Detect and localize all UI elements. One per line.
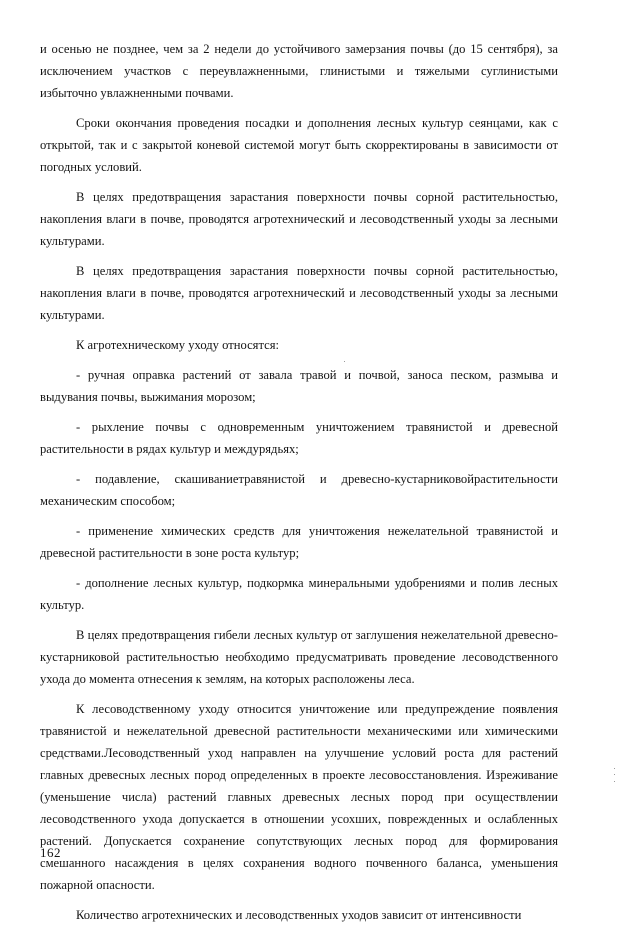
paragraph-care-count: Количество агротехнических и лесоводственных уходов зависит от интенсивности	[76, 908, 522, 922]
paragraph-care-purpose: В целях предотвращения зарастания поверхности почвы сорной растительностью, накопления влаги в почве, проводятся агротехнический и лесоводственный уходы за лесными культурами.	[40, 190, 558, 248]
page-number: 162	[40, 845, 61, 860]
scan-speck	[614, 768, 615, 769]
scan-speck	[344, 361, 345, 362]
scan-speck	[614, 774, 615, 775]
list-item-manual-straightening: - ручная оправка растений от завала травой и почвой, заноса песком, размыва и выдувания почвы, выжимания морозом;	[40, 368, 558, 404]
paragraph-autumn-planting: и осенью не позднее, чем за 2 недели до устойчивого замерзания почвы (до 15 сентября), за исключением участков с переувлажненными, глинистыми и тяжелыми суглинистыми избыточно увлажненными почвами.	[40, 42, 558, 100]
paragraph-silvicultural-care: К лесоводственному уходу относится уничтожение или предупреждение появления травянистой и нежелательной древесной растительности механическими или химическими средствами.Лесоводственный уход направлен на улучшение условий роста для растений главных древесных лесных пород определенных в проекте лесовосстановления. Изреживание (уменьшение числа) растений главных древесных лесных пород при осуществлении лесоводственного ухода допускается в отношении усохших, поврежденных и ослабленных растений. Допускается сохранение сопутствующих лесных пород для формирования смешанного насаждения в целях сохранения водного почвенного баланса, уменьшения пожарной опасности.	[40, 702, 558, 892]
paragraph-agrotechnical-intro: К агротехническому уходу относятся:	[76, 338, 280, 352]
list-item-chemicals: - применение химических средств для уничтожения нежелательной травянистой и древесной растительности в зоне роста культур;	[40, 524, 558, 560]
list-item-mowing: - подавление, скашиваниетравянистой и древесно-кустарниковойрастительности механическим способом;	[40, 472, 558, 508]
paragraph-care-purpose-repeat: В целях предотвращения зарастания поверхности почвы сорной растительностью, накопления влаги в почве, проводятся агротехнический и лесоводственный уходы за лесными культурами.	[40, 264, 558, 322]
list-item-supplementing: - дополнение лесных культур, подкормка минеральными удобрениями и полив лесных культур.	[40, 576, 558, 612]
list-item-loosening: - рыхление почвы с одновременным уничтожением травянистой и древесной растительности в рядах культур и междурядьях;	[40, 420, 558, 456]
paragraph-prevent-death: В целях предотвращения гибели лесных культур от заглушения нежелательной древесно-кустарниковой растительностью необходимо предусматривать проведение лесоводственного ухода до момента отнесения к землям, на которых расположены леса.	[40, 628, 558, 686]
scan-speck	[614, 781, 615, 782]
document-page	[40, 38, 558, 934]
paragraph-planting-deadlines: Сроки окончания проведения посадки и дополнения лесных культур сеянцами, как с открытой, так и с закрытой коневой системой могут быть скорректированы в зависимости от погодных условий.	[40, 116, 558, 174]
